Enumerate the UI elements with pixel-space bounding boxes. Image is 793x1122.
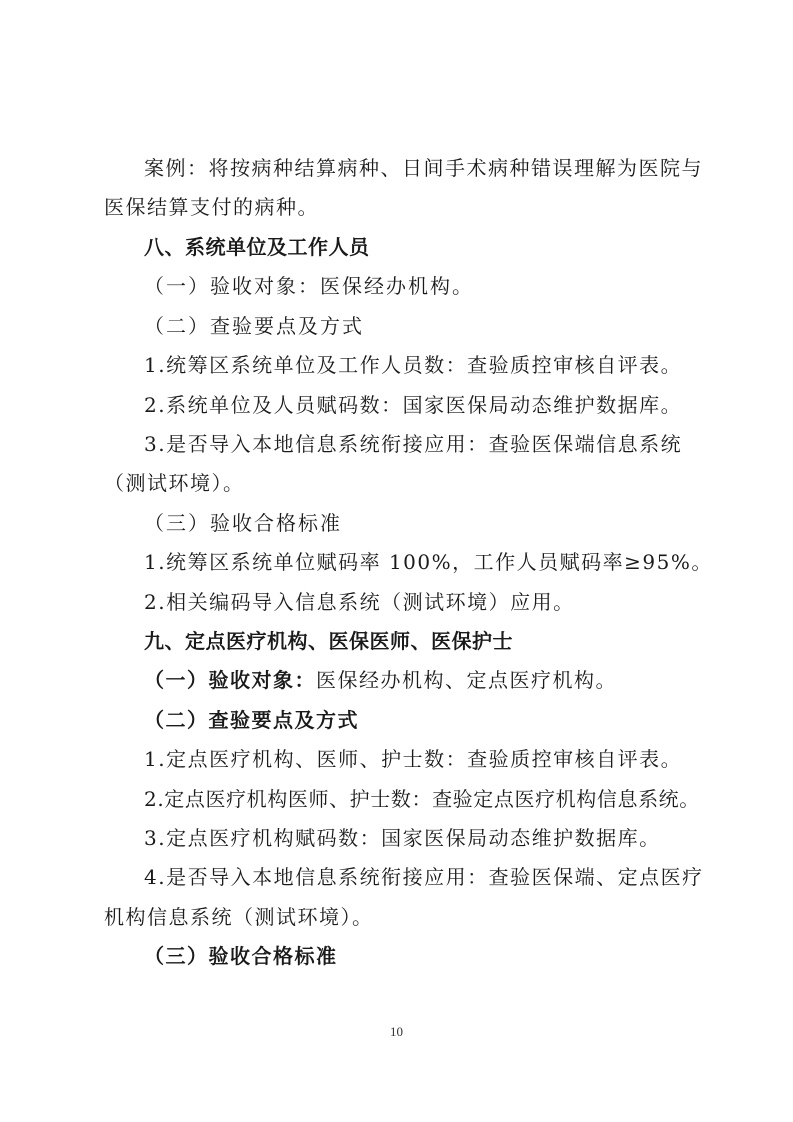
section-9-item-1: 1.定点医疗机构、医师、护士数：查验质控审核自评表。 — [144, 747, 683, 771]
section-9-subheading-1-label: （一）验收对象： — [144, 668, 316, 692]
page-number: 10 — [390, 1024, 403, 1039]
section-8-subheading-2: （二）查验要点及方式 — [144, 314, 364, 338]
section-9-subheading-3: （三）验收合格标准 — [144, 944, 338, 968]
section-8-standard-1: 1.统筹区系统单位赋码率 100%，工作人员赋码率≥95%。 — [144, 550, 713, 574]
section-9-item-4-line-2: 机构信息系统（测试环境）。 — [104, 905, 374, 929]
section-9-subheading-1 — [144, 667, 744, 693]
section-8-subheading-1: （一）验收对象：医保经办机构。 — [144, 274, 474, 298]
section-8-standard-2: 2.相关编码导入信息系统（测试环境）应用。 — [144, 590, 575, 614]
section-9-item-4-line-1: 4.是否导入本地信息系统衔接应用：查验医保端、定点医疗 — [144, 865, 704, 889]
section-8-item-1: 1.统筹区系统单位及工作人员数：查验质控审核自评表。 — [144, 353, 683, 377]
section-9-item-3: 3.定点医疗机构赋码数：国家医保局动态维护数据库。 — [144, 826, 661, 850]
section-8-item-3-line-1: 3.是否导入本地信息系统衔接应用：查验医保端信息系统 — [144, 432, 683, 456]
section-8-heading: 八、系统单位及工作人员 — [144, 235, 370, 259]
section-9-subheading-1-text: 医保经办机构、定点医疗机构。 — [316, 668, 617, 692]
section-8-subheading-3: （三）验收合格标准 — [144, 511, 342, 535]
section-9-item-2: 2.定点医疗机构医师、护士数：查验定点医疗机构信息系统。 — [144, 787, 700, 811]
section-8-item-3-line-2: （测试环境）。 — [104, 471, 245, 495]
section-9-subheading-2: （二）查验要点及方式 — [144, 708, 359, 732]
section-8-item-2: 2.系统单位及人员赋码数：国家医保局动态维护数据库。 — [144, 393, 683, 417]
case-paragraph-line-1: 案例：将按病种结算病种、日间手术病种错误理解为医院与 — [144, 156, 703, 180]
section-9-heading: 九、定点医疗机构、医保医师、医保护士 — [144, 629, 513, 653]
case-paragraph-line-2: 医保结算支付的病种。 — [104, 195, 319, 219]
